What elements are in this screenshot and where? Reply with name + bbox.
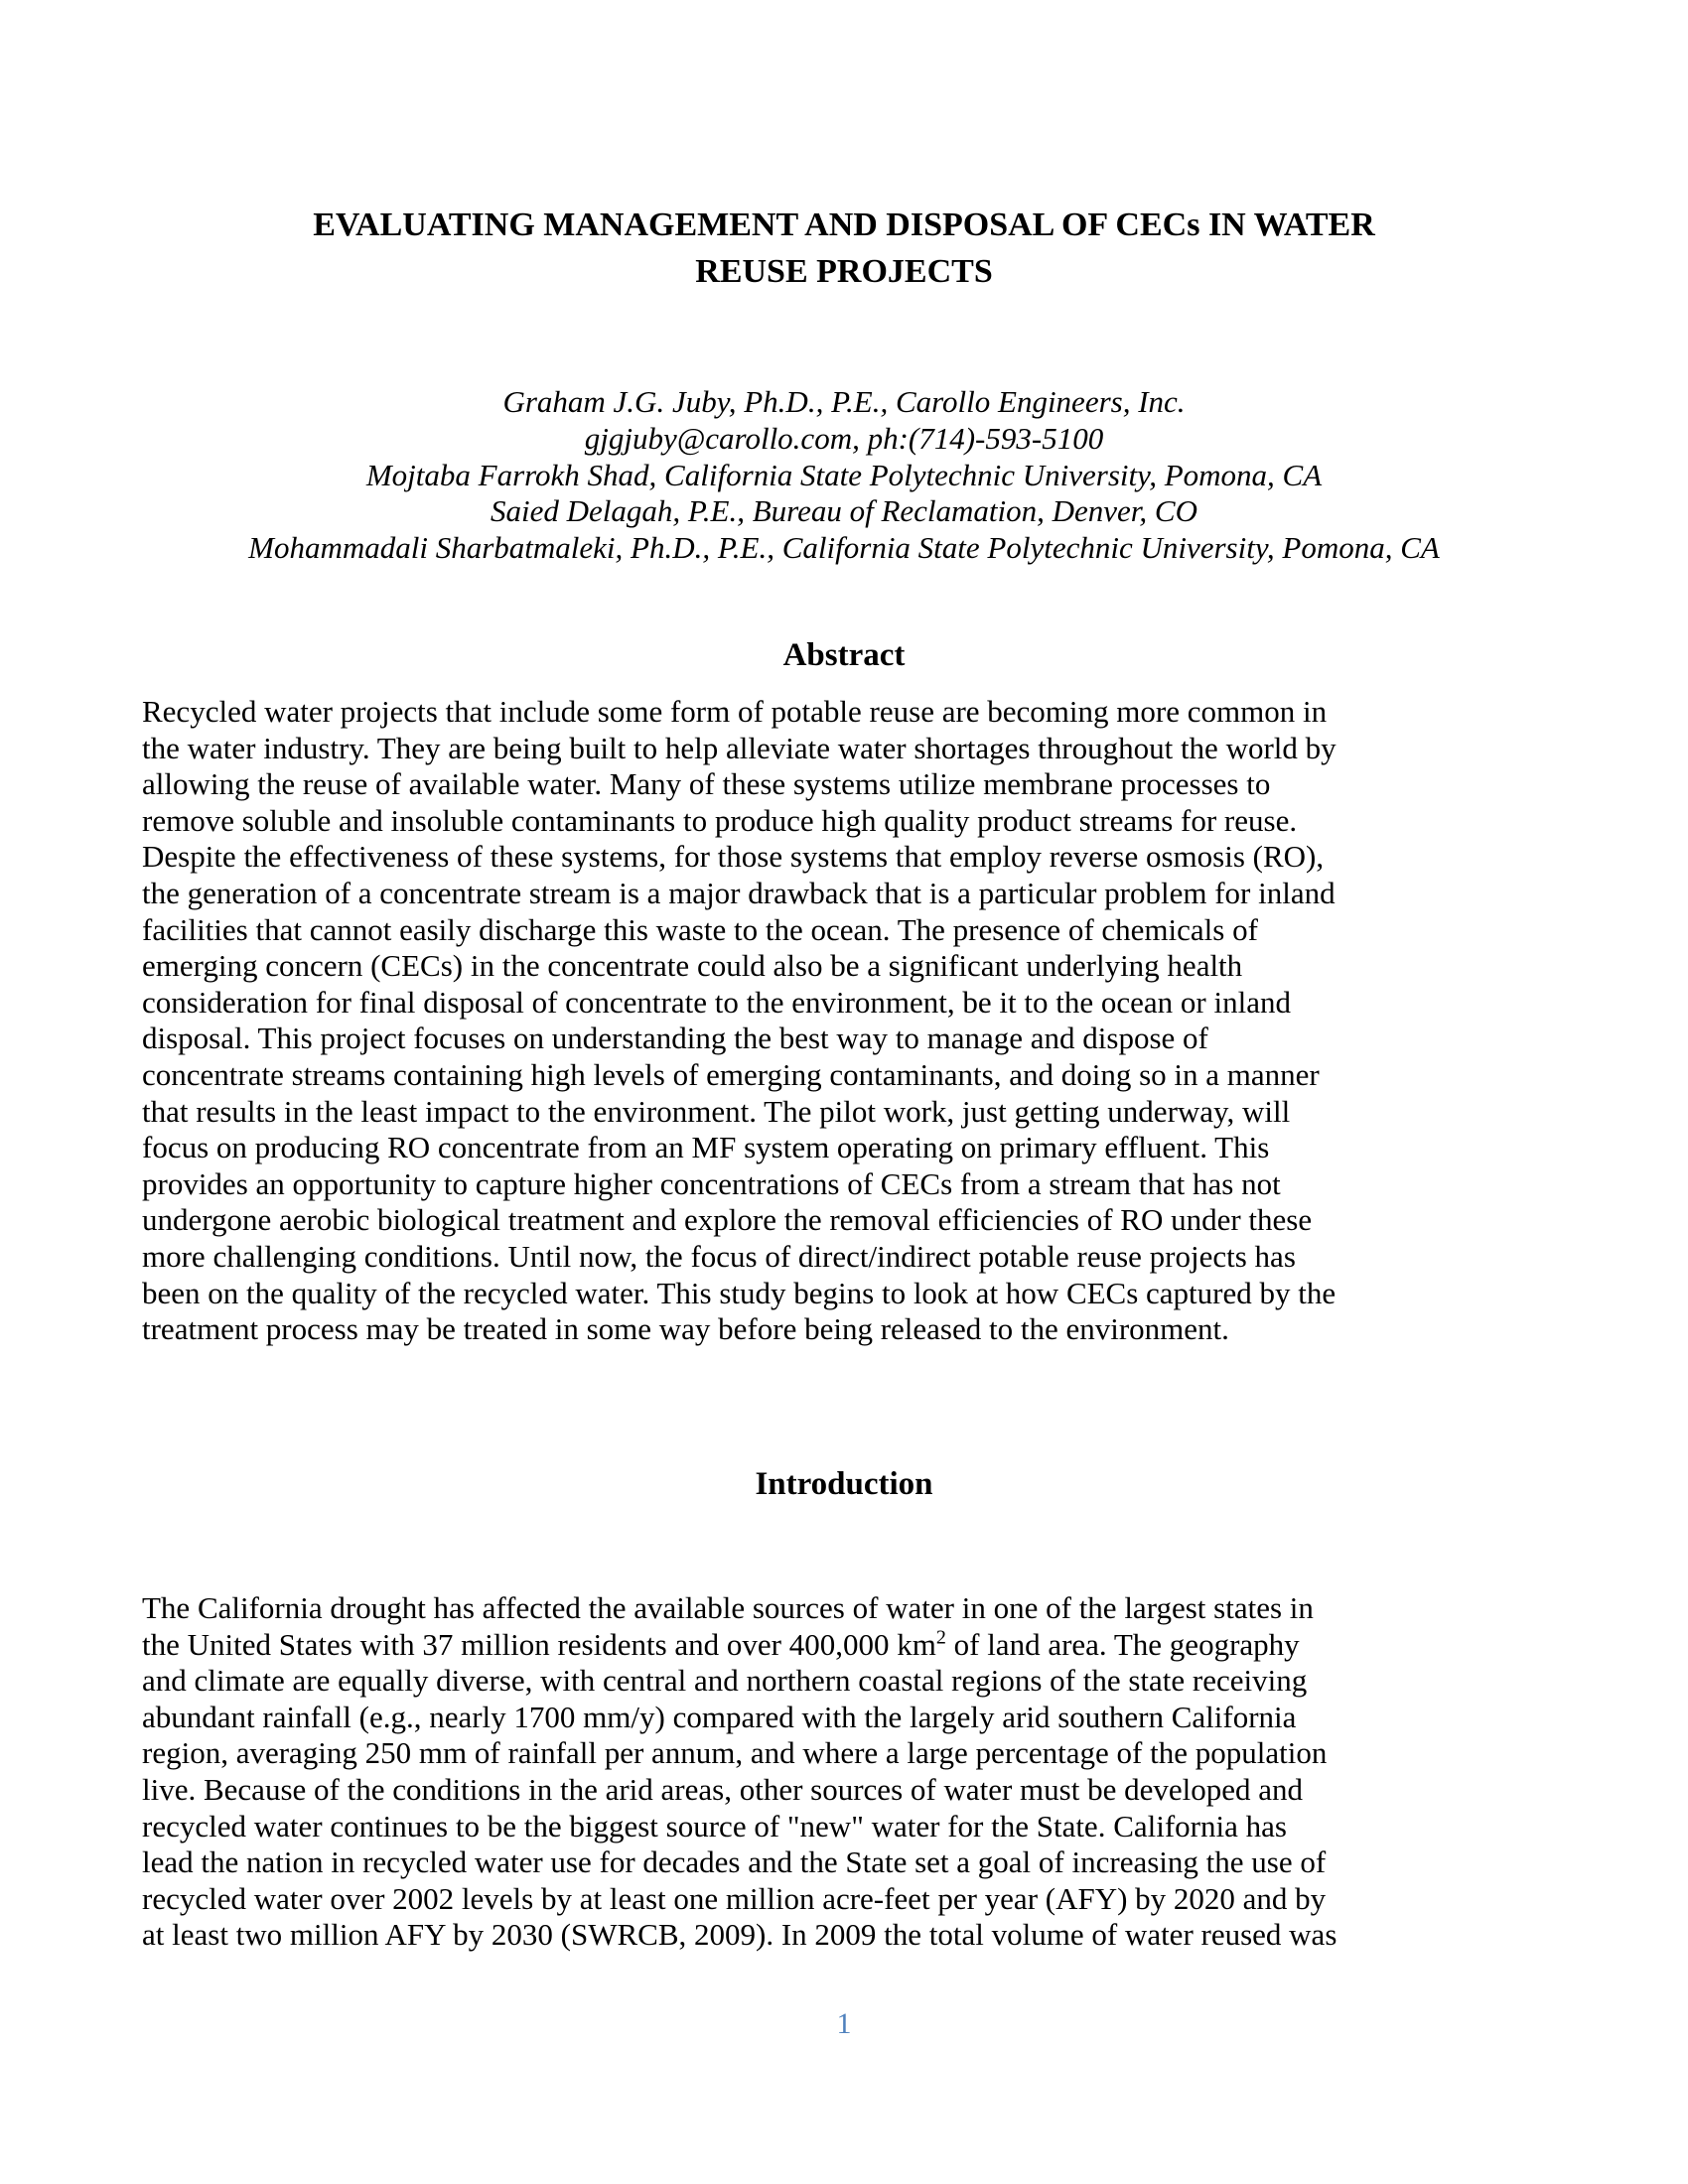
author-contact-line: gjgjuby@carollo.com, ph:(714)-593-5100 bbox=[584, 420, 1104, 456]
paper-title bbox=[0, 202, 1688, 295]
abstract-line: the water industry. They are being built to help alleviate water shortages throughout the world by bbox=[142, 730, 1336, 765]
introduction-line: live. Because of the conditions in the arid areas, other sources of water must be developed and bbox=[142, 1771, 1303, 1807]
abstract-line: concentrate streams containing high levels of emerging contaminants, and doing so in a manner bbox=[142, 1056, 1320, 1092]
author-line-1: Graham J.G. Juby, Ph.D., P.E., Carollo Engineers, Inc. bbox=[502, 384, 1186, 419]
author-line-4: Mohammadali Sharbatmaleki, Ph.D., P.E., California State Polytechnic University, Pomona, CA bbox=[248, 530, 1440, 566]
author-line-3: Saied Delagah, P.E., Bureau of Reclamation, Denver, CO bbox=[490, 493, 1198, 529]
superscript-exponent: 2 bbox=[935, 1626, 946, 1649]
text-fragment: the United States with 37 million residents and over 400,000 km bbox=[142, 1626, 936, 1662]
paper-title-line-1: EVALUATING MANAGEMENT AND DISPOSAL OF CECs IN WATER bbox=[313, 206, 1375, 243]
abstract-paragraph bbox=[142, 694, 1592, 1348]
abstract-line: Recycled water projects that include some form of potable reuse are becoming more common in bbox=[142, 694, 1328, 729]
paper-title-line-2: REUSE PROJECTS bbox=[695, 253, 993, 290]
introduction-paragraph bbox=[142, 1590, 1592, 1954]
abstract-line: consideration for final disposal of concentrate to the environment, be it to the ocean or inland bbox=[142, 984, 1291, 1020]
abstract-line: disposal. This project focuses on understanding the best way to manage and dispose of bbox=[142, 1021, 1208, 1056]
abstract-line: focus on producing RO concentrate from an MF system operating on primary effluent. This bbox=[142, 1130, 1270, 1165]
introduction-line: lead the nation in recycled water use for decades and the State set a goal of increasing the use of bbox=[142, 1844, 1327, 1880]
abstract-line: treatment process may be treated in some way before being released to the environment. bbox=[142, 1311, 1229, 1347]
abstract-heading: Abstract bbox=[782, 637, 906, 673]
abstract-line: remove soluble and insoluble contaminants to produce high quality product streams for reuse. bbox=[142, 802, 1298, 838]
introduction-line: recycled water continues to be the biggest source of "new" water for the State. California has bbox=[142, 1808, 1287, 1843]
introduction-line: region, averaging 250 mm of rainfall per annum, and where a large percentage of the population bbox=[142, 1735, 1328, 1771]
abstract-line: undergone aerobic biological treatment and explore the removal efficiencies of RO under these bbox=[142, 1202, 1313, 1238]
abstract-line: provides an opportunity to capture higher concentrations of CECs from a stream that has not bbox=[142, 1165, 1281, 1201]
introduction-line: at least two million AFY by 2030 (SWRCB, 2009). In 2009 the total volume of water reused was bbox=[142, 1917, 1337, 1953]
introduction-line: abundant rainfall (e.g., nearly 1700 mm/y) compared with the largely arid southern California bbox=[142, 1699, 1297, 1734]
abstract-line: emerging concern (CECs) in the concentrate could also be a significant underlying health bbox=[142, 948, 1243, 984]
abstract-line: more challenging conditions. Until now, the focus of direct/indirect potable reuse projects has bbox=[142, 1238, 1296, 1274]
abstract-line: facilities that cannot easily discharge this waste to the ocean. The presence of chemicals of bbox=[142, 911, 1258, 947]
introduction-line bbox=[142, 1627, 1592, 1664]
introduction-line: The California drought has affected the available sources of water in one of the largest states in bbox=[142, 1590, 1314, 1625]
introduction-line: and climate are equally diverse, with central and northern coastal regions of the state receiving bbox=[142, 1663, 1308, 1699]
abstract-line: the generation of a concentrate stream is a major drawback that is a particular problem for inland bbox=[142, 875, 1336, 910]
text-fragment: of land area. The geography bbox=[945, 1626, 1300, 1662]
page-number: 1 bbox=[836, 2007, 852, 2040]
abstract-line: that results in the least impact to the environment. The pilot work, just getting underway, will bbox=[142, 1093, 1291, 1129]
introduction-heading: Introduction bbox=[755, 1466, 933, 1502]
author-line-2: Mojtaba Farrokh Shad, California State Polytechnic University, Pomona, CA bbox=[365, 457, 1323, 492]
introduction-line: recycled water over 2002 levels by at least one million acre-feet per year (AFY) by 2020 and by bbox=[142, 1880, 1327, 1916]
abstract-line: been on the quality of the recycled water. This study begins to look at how CECs captured by the bbox=[142, 1275, 1336, 1310]
abstract-line: allowing the reuse of available water. Many of these systems utilize membrane processes to bbox=[142, 766, 1271, 802]
author-block bbox=[0, 384, 1688, 567]
abstract-line: Despite the effectiveness of these systems, for those systems that employ reverse osmosis (RO), bbox=[142, 839, 1325, 875]
